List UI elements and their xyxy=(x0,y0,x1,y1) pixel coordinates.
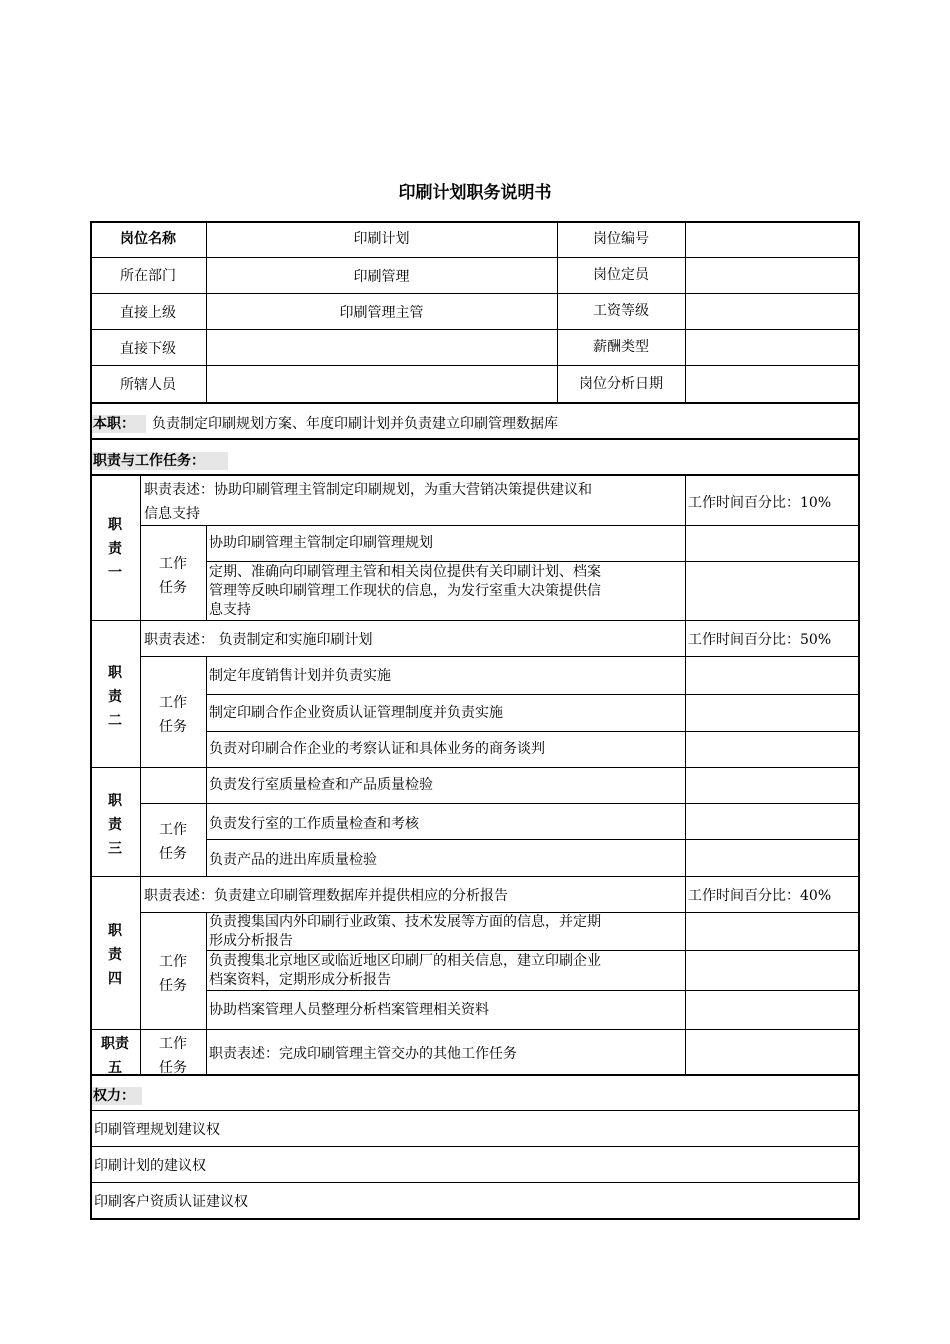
duty2-task1: 制定年度销售计划并负责实施 xyxy=(209,668,391,684)
job-description-table xyxy=(90,221,860,1220)
duty2-task-label: 工作任务 xyxy=(159,695,187,735)
value-department: 印刷管理 xyxy=(353,269,410,285)
power-item-3: 印刷客户资质认证建议权 xyxy=(94,1194,248,1210)
duty1-name: 职责一 xyxy=(108,517,122,581)
duty2-desc: 职责表述： 负责制定和实施印刷计划 xyxy=(144,632,373,648)
label-position-code: 岗位编号 xyxy=(593,231,649,247)
main-duty-label: 本职： xyxy=(93,416,135,432)
duties-header: 职责与工作任务： xyxy=(93,453,205,469)
duty3-task3: 负责产品的进出库质量检验 xyxy=(209,852,377,868)
value-position-name: 印刷计划 xyxy=(353,231,410,247)
duty4-task1-line2: 形成分析报告 xyxy=(209,933,293,949)
duty4-task1-line1: 负责搜集国内外印刷行业政策、技术发展等方面的信息，并定期 xyxy=(209,914,601,930)
duty1-task2-line3: 息支持 xyxy=(209,602,251,618)
duty1-desc-line2: 信息支持 xyxy=(144,506,200,522)
duty5-desc: 职责表述：完成印刷管理主管交办的其他工作任务 xyxy=(209,1046,517,1062)
label-department: 所在部门 xyxy=(120,268,176,284)
duty4-percent: 工作时间百分比：40% xyxy=(688,888,832,904)
value-supervisor: 印刷管理主管 xyxy=(339,305,424,321)
document-title: 印刷计划职务说明书 xyxy=(398,183,552,203)
label-staff: 所辖人员 xyxy=(120,377,176,393)
duty4-name: 职责四 xyxy=(108,923,122,987)
duty4-desc: 职责表述：负责建立印刷管理数据库并提供相应的分析报告 xyxy=(144,888,508,904)
powers-label: 权力： xyxy=(93,1088,135,1104)
duty1-desc-line1: 职责表述：协助印刷管理主管制定印刷规划，为重大营销决策提供建议和 xyxy=(144,482,592,498)
duty4-task3: 协助档案管理人员整理分析档案管理相关资料 xyxy=(209,1002,489,1018)
duty4-task2-line2: 档案资料，定期形成分析报告 xyxy=(209,972,391,988)
label-subordinate: 直接下级 xyxy=(120,341,176,357)
label-pay-type: 薪酬类型 xyxy=(593,339,649,355)
duty4-task2-line1: 负责搜集北京地区或临近地区印刷厂的相关信息，建立印刷企业 xyxy=(209,953,601,969)
duty3-task-label: 工作任务 xyxy=(159,822,187,862)
duty4-task-label: 工作任务 xyxy=(159,954,187,994)
duty2-task3: 负责对印刷合作企业的考察认证和具体业务的商务谈判 xyxy=(209,741,545,757)
duty2-name: 职责二 xyxy=(108,665,122,729)
duty3-name: 职责三 xyxy=(108,793,122,857)
duty1-percent: 工作时间百分比：10% xyxy=(688,495,832,511)
duty1-task2-line1: 定期、准确向印刷管理主管和相关岗位提供有关印刷计划、档案 xyxy=(209,564,601,580)
duty2-task2: 制定印刷合作企业资质认证管理制度并负责实施 xyxy=(209,705,503,721)
label-position-name: 岗位名称 xyxy=(120,231,176,247)
power-item-2: 印刷计划的建议权 xyxy=(94,1158,206,1174)
label-analysis-date: 岗位分析日期 xyxy=(579,376,663,392)
duty1-task2-line2: 管理等反映印刷管理工作现状的信息，为发行室重大决策提供信 xyxy=(209,583,601,599)
duty5-task-label: 工作任务 xyxy=(159,1036,187,1074)
label-headcount: 岗位定员 xyxy=(593,267,649,283)
duty1-task-label: 工作任务 xyxy=(159,556,187,596)
duty1-task1: 协助印刷管理主管制定印刷管理规划 xyxy=(209,535,433,551)
duty3-task1: 负责发行室质量检查和产品质量检验 xyxy=(209,777,433,793)
power-item-1: 印刷管理规划建议权 xyxy=(94,1122,220,1138)
label-salary-grade: 工资等级 xyxy=(593,303,649,319)
duty3-task2: 负责发行室的工作质量检查和考核 xyxy=(209,816,419,832)
duty2-percent: 工作时间百分比：50% xyxy=(688,632,832,648)
duty5-name: 职责五 xyxy=(101,1036,129,1074)
main-duty-text: 负责制定印刷规划方案、年度印刷计划并负责建立印刷管理数据库 xyxy=(152,416,558,432)
label-supervisor: 直接上级 xyxy=(120,305,176,321)
